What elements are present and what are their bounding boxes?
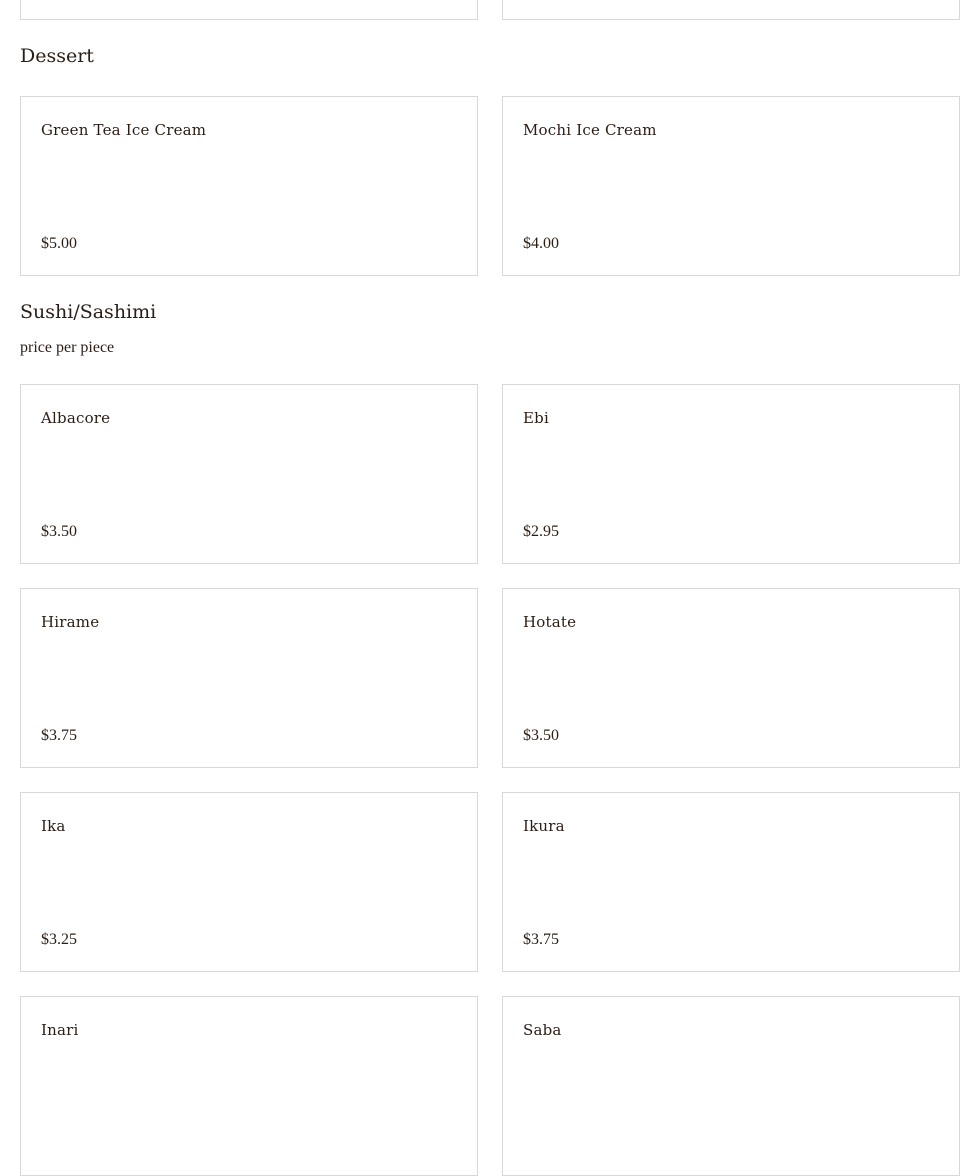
menu-item-price: $3.75 <box>523 931 559 948</box>
menu-item-name: Green Tea Ice Cream <box>41 121 207 139</box>
section-title-sushi-sashimi: Sushi/Sashimi <box>20 301 157 323</box>
menu-item-name: Ika <box>41 817 66 835</box>
menu-item-name: Saba <box>523 1021 562 1039</box>
menu-item-name: Inari <box>41 1021 79 1039</box>
menu-item-card[interactable] <box>20 792 478 972</box>
section-subtitle: price per piece <box>20 339 115 356</box>
menu-item-price: $5.00 <box>41 235 77 252</box>
menu-item-name: Hotate <box>523 613 577 631</box>
menu-item-name: Hirame <box>41 613 100 631</box>
menu-item-card[interactable] <box>502 96 960 276</box>
menu-item-name: Albacore <box>41 409 111 427</box>
menu-item-card[interactable] <box>20 384 478 564</box>
menu-item-card[interactable] <box>20 588 478 768</box>
section-title-dessert: Dessert <box>20 45 94 67</box>
menu-item-card[interactable] <box>20 0 478 20</box>
menu-item-card[interactable] <box>502 996 960 1176</box>
menu-item-price: $4.00 <box>523 235 559 252</box>
menu-item-price: $2.95 <box>523 523 559 540</box>
menu-item-price: $3.50 <box>523 727 559 744</box>
menu-item-price: $3.50 <box>41 523 77 540</box>
menu-item-name: Ebi <box>523 409 549 427</box>
menu-item-price: $3.75 <box>41 727 77 744</box>
menu-item-card[interactable] <box>502 0 960 20</box>
menu-item-card[interactable] <box>502 384 960 564</box>
menu-item-card[interactable] <box>20 96 478 276</box>
menu-item-price: $3.25 <box>41 931 77 948</box>
menu-item-card[interactable] <box>502 588 960 768</box>
menu-item-card[interactable] <box>20 996 478 1176</box>
menu-item-card[interactable] <box>502 792 960 972</box>
menu-item-name: Mochi Ice Cream <box>523 121 657 139</box>
menu-item-name: Ikura <box>523 817 565 835</box>
